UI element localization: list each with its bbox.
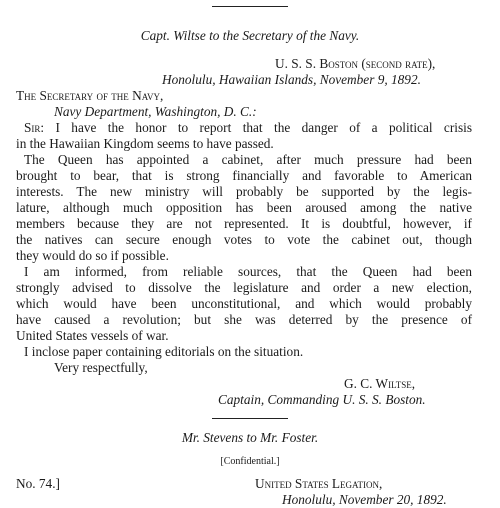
letter1-closing: Very respectfully, — [54, 360, 148, 375]
body-line: I am informed, from reliable sources, that the Queen had been — [24, 264, 472, 279]
body-line: strongly advised to dissolve the legislature and order a new election, — [16, 280, 472, 295]
salutation: Sir: — [24, 120, 45, 135]
letter2-place-date: Honolulu, November 20, 1892. — [282, 492, 447, 507]
letter2-legation: United States Legation, — [255, 476, 383, 491]
letter1-place-date: Honolulu, Hawaiian Islands, November 9, 1892. — [162, 72, 421, 87]
body-line: which would have been unconstitutional, and which would probably — [16, 296, 472, 311]
letter2-heading: Mr. Stevens to Mr. Foster. — [181, 430, 319, 445]
body-line: I inclose paper containing editorials on the situation. — [24, 344, 304, 359]
letter1-ship: U. S. S. Boston (second rate), — [275, 56, 436, 71]
letter1-addressee-location: Navy Department, Washington, D. C.: — [54, 104, 257, 119]
body-line: in the Hawaiian Kingdom seems to have passed. — [16, 136, 274, 151]
letter1-signature-title: Captain, Commanding U. S. S. Boston. — [218, 392, 426, 407]
letter1-addressee: The Secretary of the Navy, — [16, 88, 164, 103]
letter1-signature-name: G. C. Wiltse, — [344, 376, 416, 391]
body-line: The Queen has appointed a cabinet, after much pressure had been — [24, 152, 472, 167]
body-line: interests. The new ministry will probably be supported by the legis- — [16, 184, 472, 199]
body-line: have caused a revolution; but she was deterred by the presence of — [16, 312, 472, 327]
body-line: members because they are not represented. It is doubtful, however, if — [16, 216, 472, 231]
body-line-text: I have the honor to report that the danger of a political crisis — [55, 120, 472, 135]
letter2-confidential: [Confidential.] — [220, 456, 280, 467]
letter1-heading: Capt. Wiltse to the Secretary of the Navy. — [140, 28, 360, 43]
section-rule — [212, 418, 288, 419]
top-rule — [212, 6, 288, 7]
body-line: the natives can secure enough votes to vote the cabinet out, though — [16, 232, 472, 247]
body-line: they would do so if possible. — [16, 248, 169, 263]
letter2-number: No. 74.] — [16, 476, 60, 491]
body-line: brought to bear, that is strong financially and favorable to American — [16, 168, 472, 183]
body-line — [24, 120, 472, 136]
body-line: United States vessels of war. — [16, 328, 169, 343]
body-line: lature, although much opposition has been aroused among the native — [16, 200, 472, 215]
